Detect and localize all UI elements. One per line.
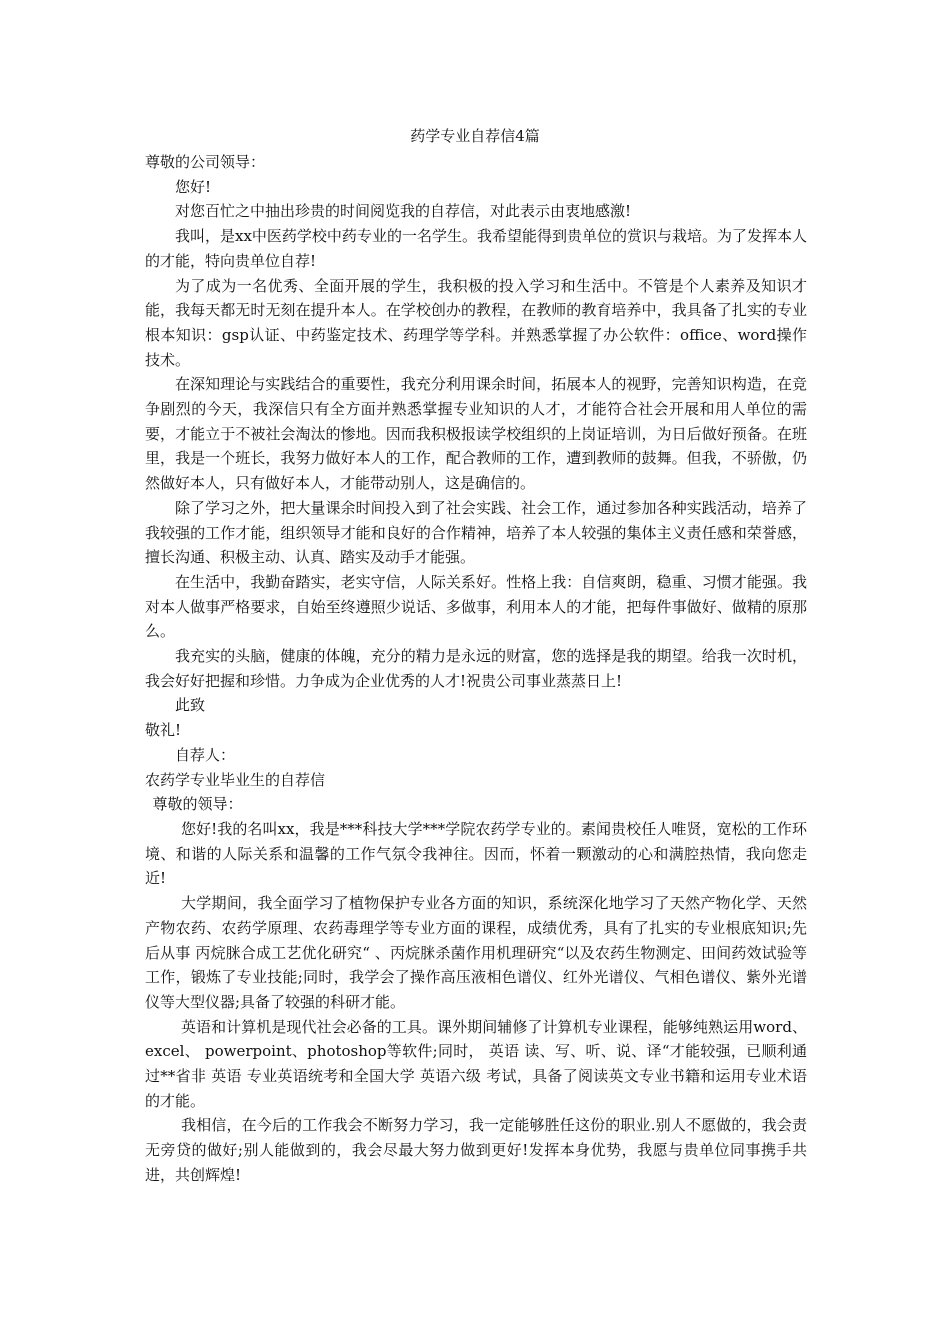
letter1-signature: 自荐人： <box>175 745 236 764</box>
letter1-salutation: 尊敬的公司领导： <box>145 153 266 171</box>
document-title: 药学专业自荐信4篇 <box>410 127 540 145</box>
letter2-paragraph-1: 您好!我的名叫xx，我是***科技大学***学院农药学专业的。素闻贵校任人唯贤，宽松的工作环境、和谐的人际关系和温馨的工作气氛令我神往。因而，怀着一颗激动的心和满腔热情，我向您走近! <box>145 819 807 888</box>
letter1-paragraph-7: 我充实的头脑，健康的体魄，充分的精力是永远的财富，您的选择是我的期望。给我一次时机，我会好好把握和珍惜。力争成为企业优秀的人才!祝贵公司事业蒸蒸日上! <box>145 647 807 690</box>
letter2-paragraph-4: 我相信，在今后的工作我会不断努力学习，我一定能够胜任这份的职业.别人不愿做的，我会责无旁贷的做好;别人能做到的，我会尽最大努力做到更好!发挥本身优势，我愿与贵单位同事携手共进，共创辉煌! <box>145 1116 807 1184</box>
letter1-paragraph-6: 在生活中，我勤奋踏实，老实守信，人际关系好。性格上我：自信爽朗，稳重、习惯才能强。我对本人做事严格要求，自始至终遵照少说话、多做事，利用本人的才能，把每件事做好、做精的原那么。 <box>145 572 807 641</box>
letter1-greeting: 您好! <box>175 177 212 196</box>
letter1-paragraph-2: 我叫，是xx中医药学校中药专业的一名学生。我希望能得到贵单位的赏识与栽培。为了发挥本人的才能，特向贵单位自荐! <box>145 227 807 270</box>
letter2-salutation: 尊敬的领导： <box>152 795 243 814</box>
letter1-paragraph-3: 为了成为一名优秀、全面开展的学生，我积极的投入学习和生活中。不管是个人素养及知识才能，我每天都无时无刻在提升本人。在学校创办的教程，在教师的教育培养中，我具备了扎实的专业根本知识：gsp认证、中药鉴定技术、药理学等学科。并熟悉掌握了办公软件：office、word操作技术。 <box>145 276 807 369</box>
letter1-paragraph-4: 在深知理论与实践结合的重要性，我充分利用课余时间，拓展本人的视野，完善知识构造，在竞争剧烈的今天，我深信只有全方面并熟悉掌握专业知识的人才，才能符合社会开展和用人单位的需要，才能立于不被社会淘汰的惨地。因而我积极报读学校组织的上岗证培训，为日后做好预备。在班里，我是一个班长，我努力做好本人的工作，配合教师的工作，遭到教师的鼓舞。但我，不骄傲，仍然做好本人，只有做好本人，才能带动别人，这是确信的。 <box>145 375 807 493</box>
letter1-closing-2: 敬礼! <box>145 721 182 740</box>
document-body <box>145 150 807 1188</box>
letter2-paragraph-3: 英语和计算机是现代社会必备的工具。课外期间辅修了计算机专业课程，能够纯熟运用word、 excel、 powerpoint、photoshop等软件;同时， 英语 读、写、听、说、译“才能较强，已顺利通过**省非 英语 专业英语统考和全国大学 英语六级 考试，具备了阅读英文专业书籍和运用专业术语的才能。 <box>145 1017 807 1110</box>
letter1-closing-1: 此致 <box>175 696 206 715</box>
letter1-paragraph-5: 除了学习之外，把大量课余时间投入到了社会实践、社会工作，通过参加各种实践活动，培养了我较强的工作才能，组织领导才能和良好的合作精神，培养了本人较强的集体主义责任感和荣誉感，擅长沟通、积极主动、认真、踏实及动手才能强。 <box>145 498 807 567</box>
letter1-paragraph-1: 对您百忙之中抽出珍贵的时间阅览我的自荐信，对此表示由衷地感激! <box>175 202 632 221</box>
letter2-heading: 农药学专业毕业生的自荐信 <box>145 770 326 789</box>
letter2-paragraph-2: 大学期间，我全面学习了植物保护专业各方面的知识，系统深化地学习了天然产物化学、天然产物农药、农药学原理、农药毒理学等专业方面的课程，成绩优秀，具有了扎实的专业根底知识;先后从事 丙烷脒合成工艺优化研究“ 、丙烷脒杀菌作用机理研究“以及农药生物测定、田间药效试验等工作，锻炼了专业技能;同时，我学会了操作高压液相色谱仪、红外光谱仪、气相色谱仪、紫外光谱仪等大型仪器;具备了较强的科研才能。 <box>145 894 807 1011</box>
